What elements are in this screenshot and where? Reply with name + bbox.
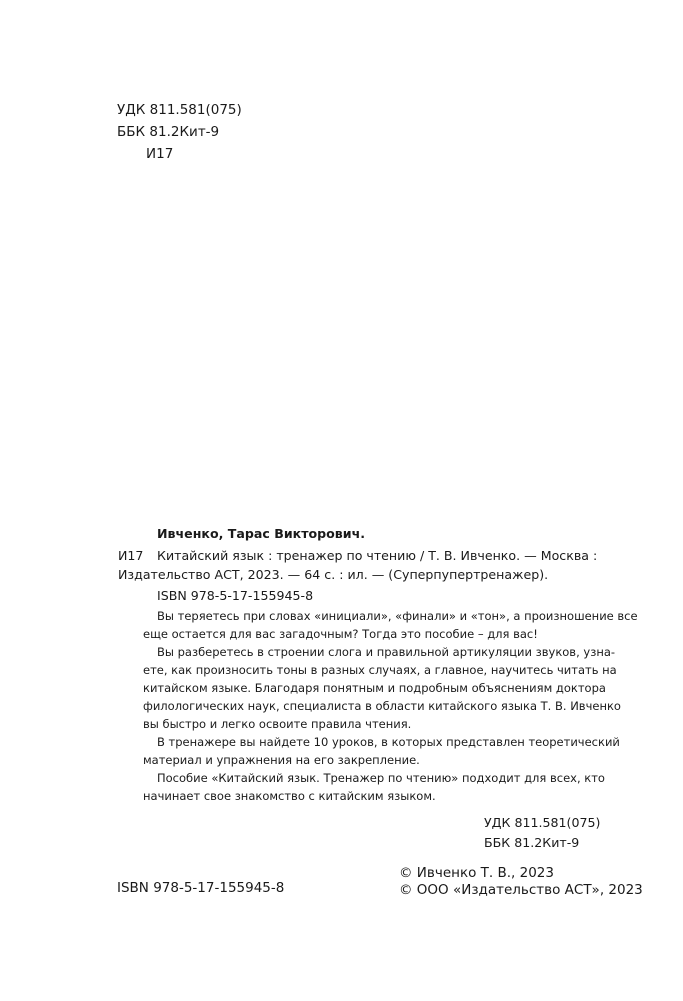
author-mark: И17	[146, 146, 174, 162]
annotation-line: вы быстро и легко освоите правила чтения.	[143, 717, 412, 731]
udk-line: УДК 811.581(075)	[117, 102, 242, 118]
annotation-line: еще остается для вас загадочным? Тогда это пособие – для вас!	[143, 627, 538, 641]
annotation-line: Вы теряетесь при словах «инициали», «финали» и «тон», а произношение все	[157, 609, 638, 623]
bib-description-line-1: Китайский язык : тренажер по чтению / Т. В. Ивченко. — Москва :	[157, 548, 598, 563]
bib-description-line-2: Издательство АСТ, 2023. — 64 с. : ил. — (Суперпупертренажер).	[118, 567, 549, 582]
annotation-line: материал и упражнения на его закрепление.	[143, 753, 420, 767]
annotation-line: Вы разберетесь в строении слога и правильной артикуляции звуков, узна-	[157, 645, 616, 659]
annotation-line: филологических наук, специалиста в области китайского языка Т. В. Ивченко	[143, 699, 621, 713]
annotation-line: китайском языке. Благодаря понятным и подробным объяснениям доктора	[143, 681, 606, 695]
author-name: Ивченко, Тарас Викторович.	[157, 526, 366, 541]
annotation-paragraph-3	[143, 733, 620, 769]
copyright-publisher: © ООО «Издательство АСТ», 2023	[399, 882, 643, 898]
annotation-paragraph-4	[143, 769, 617, 805]
annotation-line: ете, как произносить тоны в разных случаях, а главное, научитесь читать на	[143, 663, 617, 677]
record-isbn: ISBN 978-5-17-155945-8	[157, 588, 314, 603]
bbk-line: ББК 81.2Кит-9	[117, 124, 220, 140]
annotation-paragraph-1	[143, 607, 638, 643]
bottom-bbk: ББК 81.2Кит-9	[484, 835, 580, 850]
bottom-udk: УДК 811.581(075)	[484, 815, 601, 830]
footer-isbn: ISBN 978-5-17-155945-8	[117, 880, 285, 896]
annotation-line: начинает свое знакомство с китайским языком.	[143, 789, 436, 803]
copyright-author: © Ивченко Т. В., 2023	[399, 865, 554, 881]
record-code: И17	[118, 548, 144, 563]
annotation-paragraph-2	[143, 643, 621, 733]
annotation-line: В тренажере вы найдете 10 уроков, в которых представлен теоретический	[157, 735, 620, 749]
annotation-line: Пособие «Китайский язык. Тренажер по чтению» подходит для всех, кто	[157, 771, 605, 785]
